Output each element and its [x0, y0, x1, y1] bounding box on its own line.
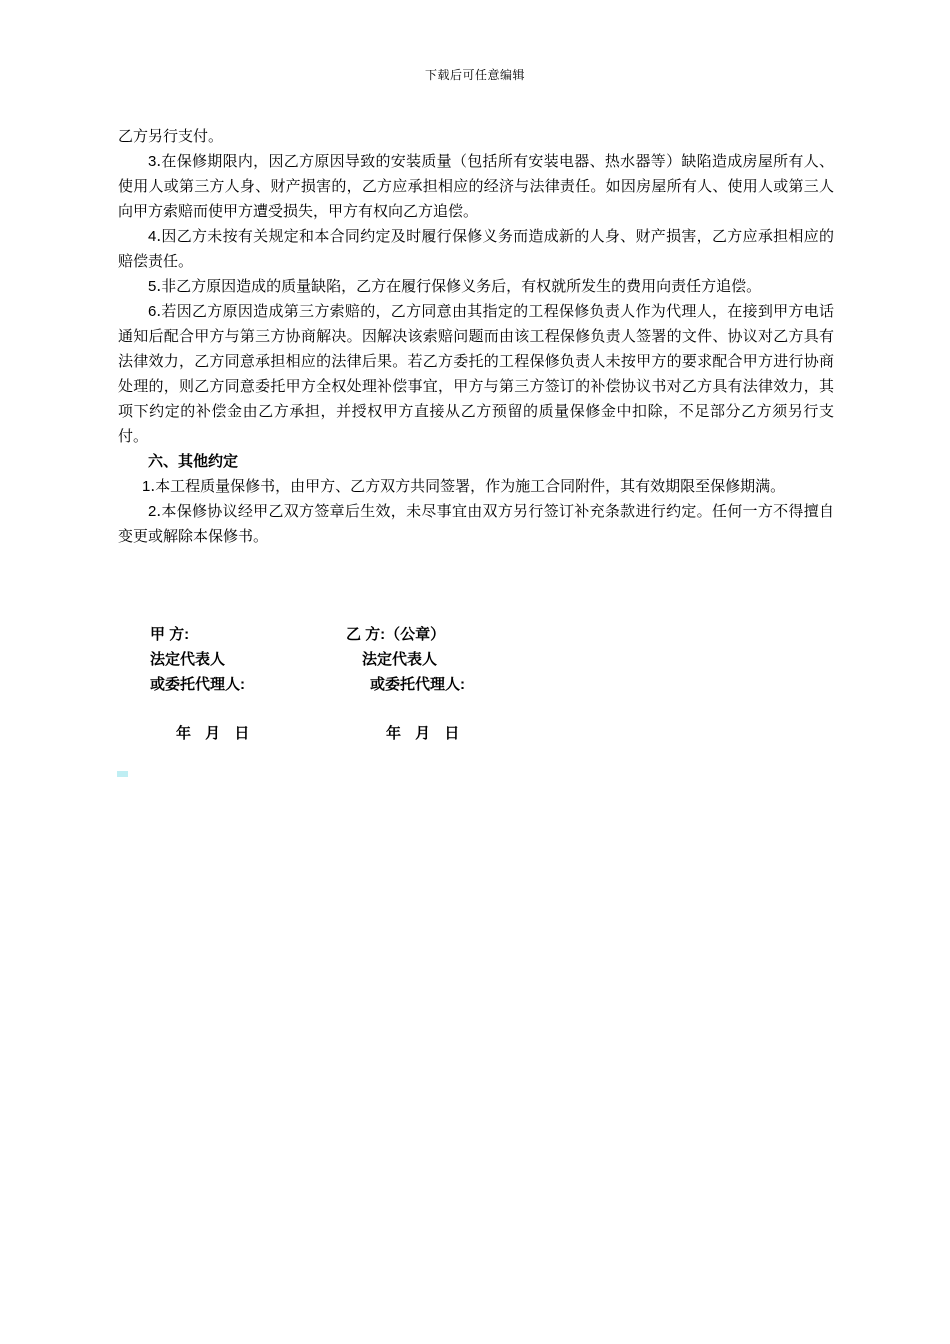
date-a-label: 年 月 日 [176, 725, 250, 742]
section-title: 六、其他约定 [148, 453, 239, 470]
item-text: .若因乙方原因造成第三方索赔的，乙方同意由其指定的工程保修负责人作为代理人，在接到甲方电话通知后配合甲方与第三方协商解决。因解决该索赔问题而由该工程保修负责人签署的文件、协议对乙方具有法律效力，乙方同意承担相应的法律后果。若乙方委托的工程保修负责人未按甲方的要求配合甲方进行协商处理的，则乙方同意委托甲方全权处理补偿事宜，甲方与第三方签订的补偿协议书对乙方具有法律效力，其项下约定的补偿金由乙方承担，并授权甲方直接从乙方预留的质量保修金中扣除，不足部分乙方须另行支付。 [118, 302, 834, 445]
paragraph-item-4 [118, 224, 834, 274]
agent-a-label: 或委托代理人: [150, 676, 245, 693]
paragraph-section-item-1 [118, 474, 834, 499]
item-number: 1 [142, 478, 151, 495]
party-a-label: 甲 方: [150, 626, 190, 643]
agent-b-label: 或委托代理人: [370, 676, 465, 693]
paragraph-continuation: 乙方另行支付。 [118, 127, 224, 145]
item-text: .本工程质量保修书，由甲方、乙方双方共同签署，作为施工合同附件，其有效期限至保修期满。 [150, 477, 786, 495]
item-number: 6 [148, 303, 157, 320]
party-b-label: 乙 方:（公章） [346, 626, 446, 643]
item-text: .因乙方未按有关规定和本合同约定及时履行保修义务而造成新的人身、财产损害，乙方应承担相应的赔偿责任。 [118, 227, 834, 270]
cursor-marker [117, 771, 128, 777]
paragraph-section-item-2 [118, 499, 834, 549]
item-text: .非乙方原因造成的质量缺陷，乙方在履行保修义务后，有权就所发生的费用向责任方追偿。 [156, 277, 762, 295]
paragraph-item-6 [118, 299, 834, 449]
item-number: 5 [148, 278, 157, 295]
paragraph-item-5 [118, 274, 834, 299]
item-text: .在保修期限内，因乙方原因导致的安装质量（包括所有安装电器、热水器等）缺陷造成房屋所有人、使用人或第三方人身、财产损害的，乙方应承担相应的经济与法律责任。如因房屋所有人、使用人或第三人向甲方索赔而使甲方遭受损失，甲方有权向乙方追偿。 [118, 152, 834, 220]
item-number: 3 [148, 153, 157, 170]
page-header-note: 下载后可任意编辑 [424, 68, 525, 82]
item-text: .本保修协议经甲乙双方签章后生效，未尽事宜由双方另行签订补充条款进行约定。任何一方不得擅自变更或解除本保修书。 [118, 502, 834, 545]
item-number: 2 [148, 503, 157, 520]
document-body [118, 124, 834, 549]
legal-rep-b-label: 法定代表人 [362, 651, 438, 668]
date-b-label: 年 月 日 [386, 725, 460, 742]
item-number: 4 [148, 228, 157, 245]
legal-rep-a-label: 法定代表人 [150, 651, 226, 668]
paragraph-item-3 [118, 149, 834, 224]
